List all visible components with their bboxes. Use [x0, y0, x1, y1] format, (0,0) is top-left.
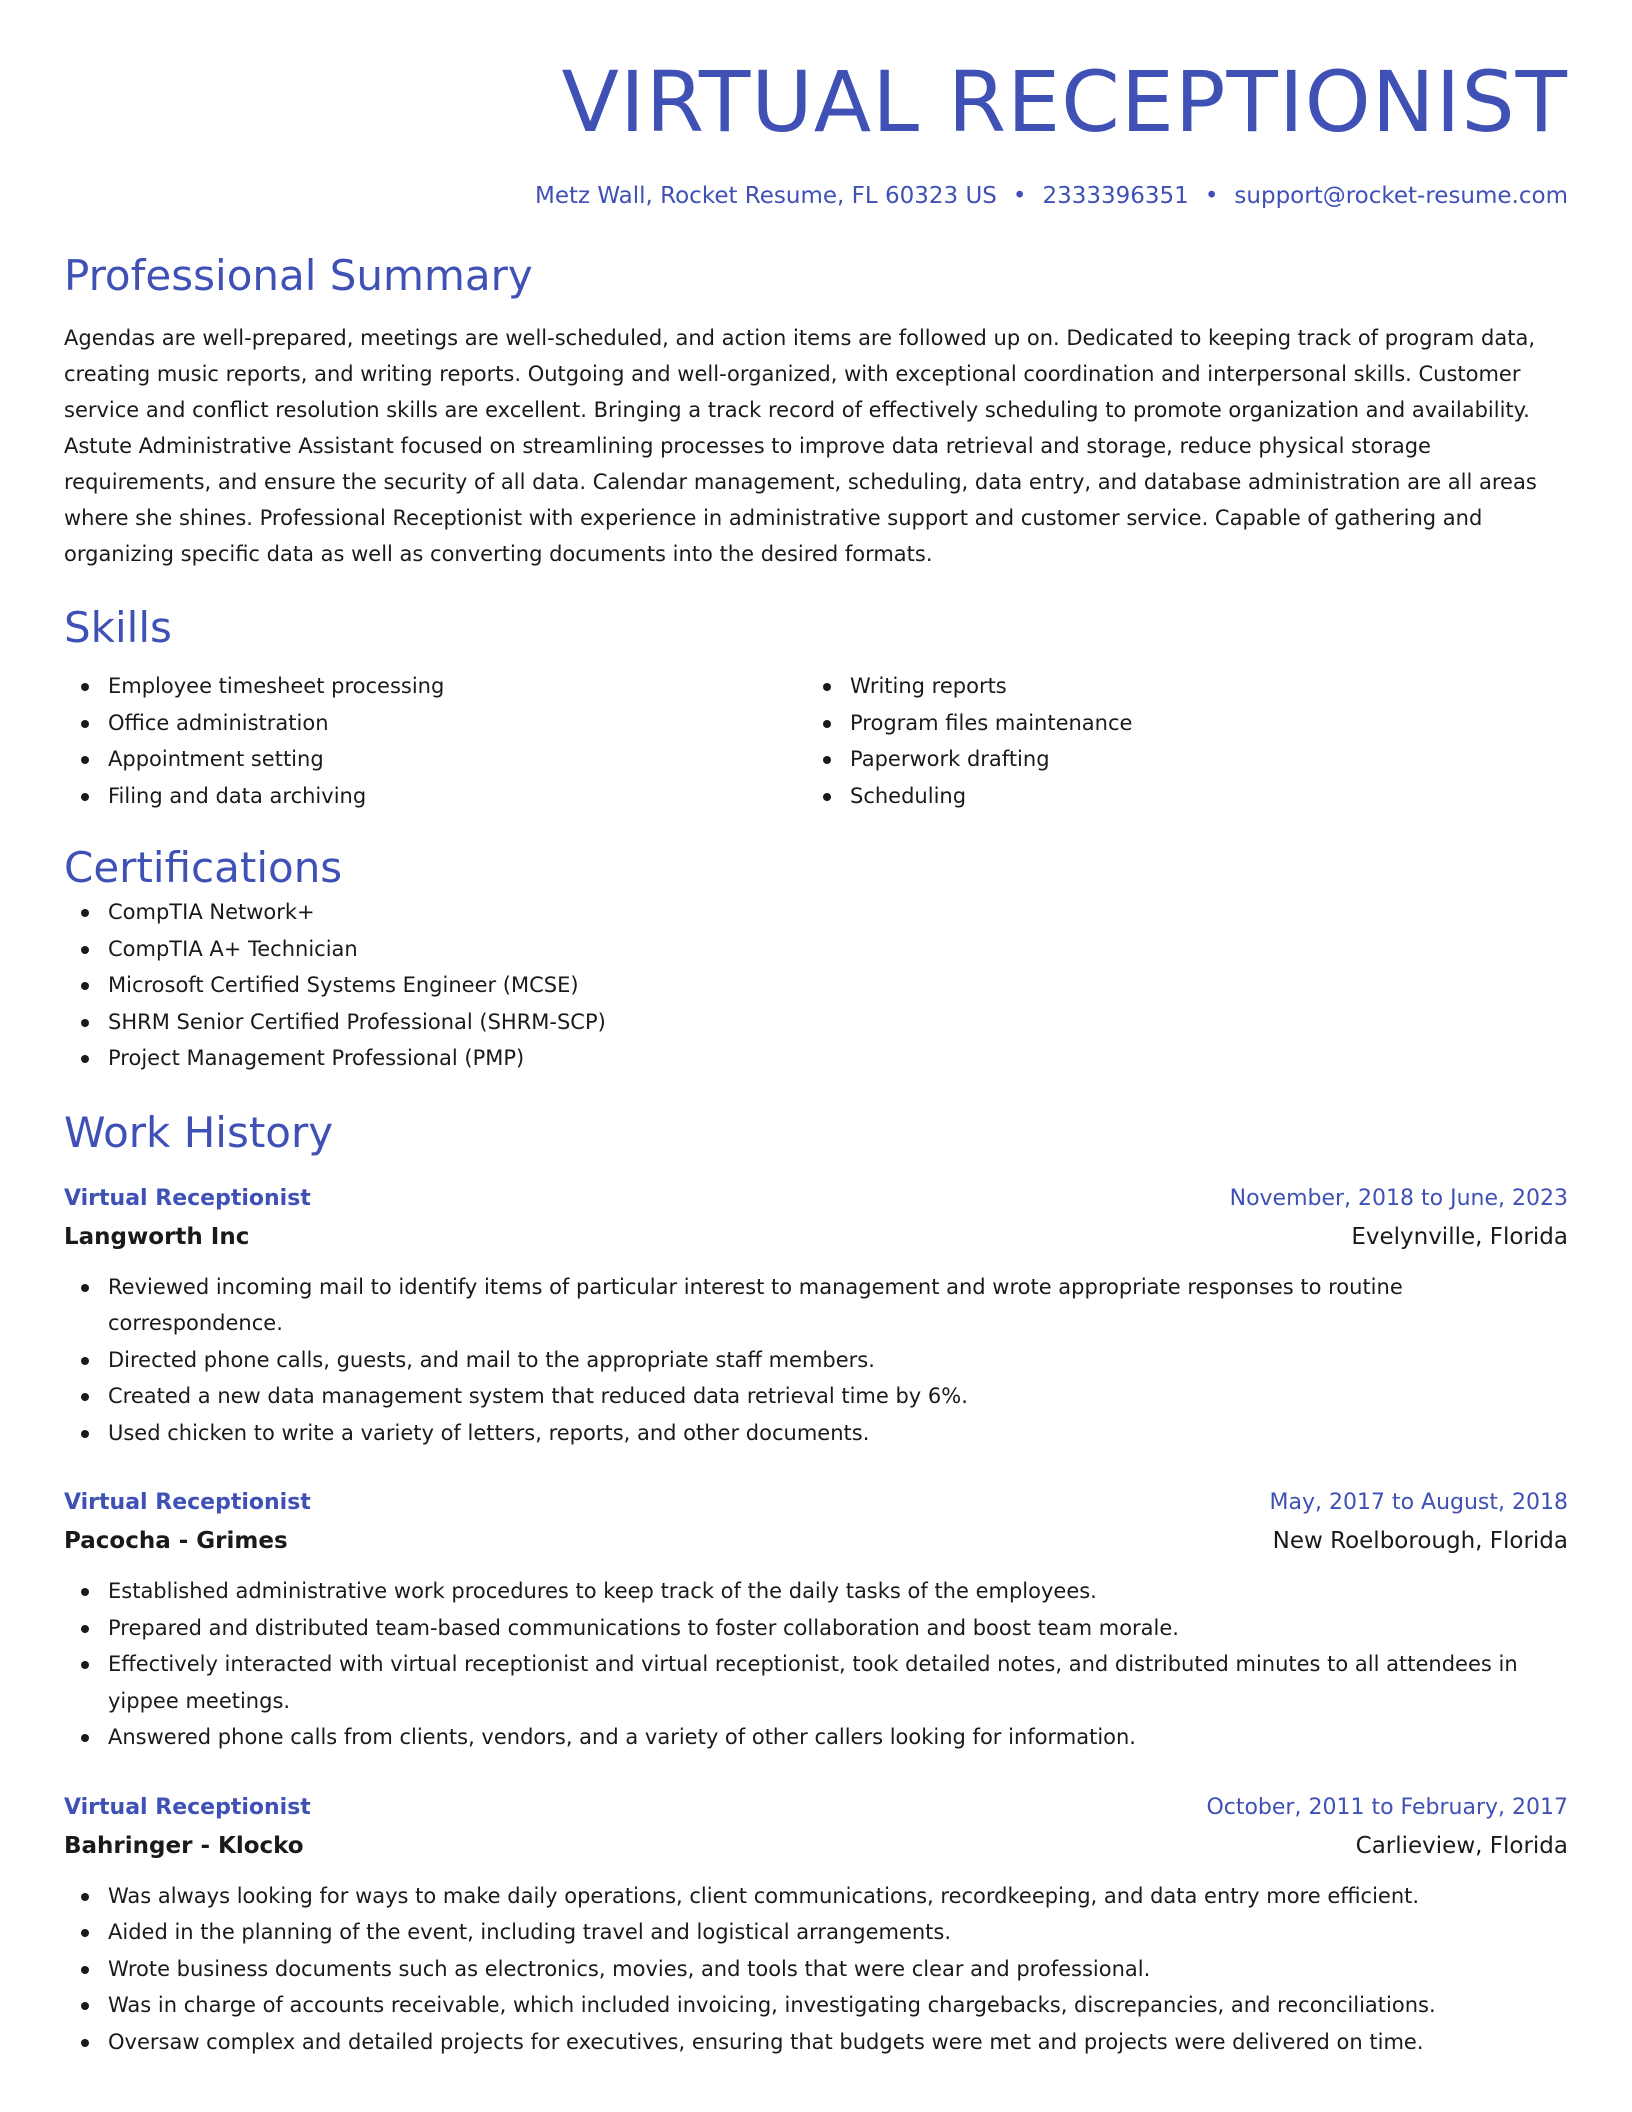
skill-item: Employee timesheet processing — [64, 668, 806, 705]
certification-item: SHRM Senior Certified Professional (SHRM-SCP) — [64, 1004, 1568, 1041]
section-title-certifications: Certifications — [64, 843, 343, 892]
job-bullet: Answered phone calls from clients, vendors, and a variety of other callers looking for information. — [64, 1719, 1568, 1756]
job-company-row — [64, 1217, 1568, 1257]
job-bullet: Was in charge of accounts receivable, which included invoicing, investigating chargebacks, discrepancies, and reconciliations. — [64, 1987, 1568, 2024]
job-company: Pacocha - Grimes — [64, 1528, 288, 1554]
section-title-skills: Skills — [64, 603, 172, 652]
skill-item: Filing and data archiving — [64, 778, 806, 815]
job-dates: October, 2011 to February, 2017 — [1206, 1794, 1568, 1820]
skill-item: Program files maintenance — [806, 705, 1548, 742]
job-company: Langworth Inc — [64, 1223, 250, 1250]
certification-item: Microsoft Certified Systems Engineer (MCSE) — [64, 967, 1568, 1004]
job-bullet: Prepared and distributed team-based communications to foster collaboration and boost team morale. — [64, 1610, 1568, 1647]
job-location: New Roelborough, Florida — [1272, 1528, 1568, 1554]
job-title-row — [64, 1485, 1568, 1521]
job-bullet: Effectively interacted with virtual receptionist and virtual receptionist, took detailed notes, and distributed minutes to all attendees in yippee meetings. — [64, 1646, 1568, 1719]
skills-grid — [64, 668, 1568, 814]
skill-item: Appointment setting — [64, 741, 806, 778]
contact-separator: • — [1012, 183, 1027, 209]
job-bullets — [64, 1269, 1568, 1452]
job-bullets — [64, 1878, 1568, 2061]
skill-item: Writing reports — [806, 668, 1548, 705]
job-title-row — [64, 1181, 1568, 1217]
job-company-row — [64, 1521, 1568, 1561]
candidate-name: VIRTUAL RECEPTIONIST — [561, 53, 1568, 151]
job-dates: November, 2018 to June, 2023 — [1229, 1185, 1568, 1211]
job-location: Evelynville, Florida — [1351, 1223, 1568, 1250]
certification-item: CompTIA A+ Technician — [64, 931, 1568, 968]
certifications-list — [64, 894, 1568, 1077]
job-bullet: Established administrative work procedures to keep track of the daily tasks of the employees. — [64, 1573, 1568, 1610]
job-company-row — [64, 1826, 1568, 1866]
job-bullet: Directed phone calls, guests, and mail to the appropriate staff members. — [64, 1342, 1568, 1379]
job-location: Carlieview, Florida — [1355, 1832, 1568, 1859]
job-bullet: Wrote business documents such as electronics, movies, and tools that were clear and professional. — [64, 1951, 1568, 1988]
job-title: Virtual Receptionist — [64, 1490, 311, 1515]
job-bullet: Used chicken to write a variety of letters, reports, and other documents. — [64, 1415, 1568, 1452]
job-entry — [64, 1181, 1568, 1452]
certification-item: CompTIA Network+ — [64, 894, 1568, 931]
job-bullet: Aided in the planning of the event, including travel and logistical arrangements. — [64, 1914, 1568, 1951]
summary-text: Agendas are well-prepared, meetings are well-scheduled, and action items are followed up on. Dedicated to keeping track of program data, creating music reports, and writing reports. Outgoing and well-organized, with exceptional coordination and interpersonal skills. Customer service and conflict resolution skills are excellent. Bringing a track record of effectively scheduling to promote organization and availability. Astute Administrative Assistant focused on streamlining processes to improve data retrieval and storage, reduce physical storage requirements, and ensure the security of all data. Calendar management, scheduling, data entry, and database administration are all areas where she shines. Professional Receptionist with experience in administrative support and customer service. Capable of gathering and organizing specific data as well as converting documents into the desired formats. — [64, 326, 1537, 566]
contact-address: Metz Wall, Rocket Resume, FL 60323 US — [534, 183, 997, 209]
job-bullet: Created a new data management system that reduced data retrieval time by 6%. — [64, 1378, 1568, 1415]
contact-email: support@rocket-resume.com — [1234, 183, 1568, 209]
section-title-work-history: Work History — [64, 1107, 334, 1157]
skills-column-left — [64, 668, 806, 814]
job-entry — [64, 1485, 1568, 1756]
skill-item: Office administration — [64, 705, 806, 742]
job-bullet: Oversaw complex and detailed projects for executives, ensuring that budgets were met and projects were delivered on time. — [64, 2024, 1568, 2061]
job-company: Bahringer - Klocko — [64, 1832, 304, 1859]
job-title-row — [64, 1790, 1568, 1826]
skill-item: Scheduling — [806, 778, 1548, 815]
job-bullet: Reviewed incoming mail to identify items of particular interest to management and wrote appropriate responses to routine correspondence. — [64, 1269, 1568, 1342]
contact-separator: • — [1204, 183, 1219, 209]
skills-list-left — [64, 668, 806, 814]
job-bullet: Was always looking for ways to make daily operations, client communications, recordkeeping, and data entry more efficient. — [64, 1878, 1568, 1915]
skill-item: Paperwork drafting — [806, 741, 1548, 778]
job-title: Virtual Receptionist — [64, 1794, 311, 1820]
job-entry — [64, 1790, 1568, 2061]
contact-phone: 2333396351 — [1042, 183, 1189, 209]
skills-column-right — [806, 668, 1548, 814]
section-title-summary: Professional Summary — [64, 251, 533, 300]
job-dates: May, 2017 to August, 2018 — [1269, 1490, 1568, 1515]
contact-line — [64, 180, 1568, 212]
skills-list-right — [806, 668, 1548, 814]
certification-item: Project Management Professional (PMP) — [64, 1040, 1568, 1077]
job-title: Virtual Receptionist — [64, 1185, 311, 1211]
resume-header — [64, 52, 1568, 212]
job-bullets — [64, 1573, 1568, 1756]
